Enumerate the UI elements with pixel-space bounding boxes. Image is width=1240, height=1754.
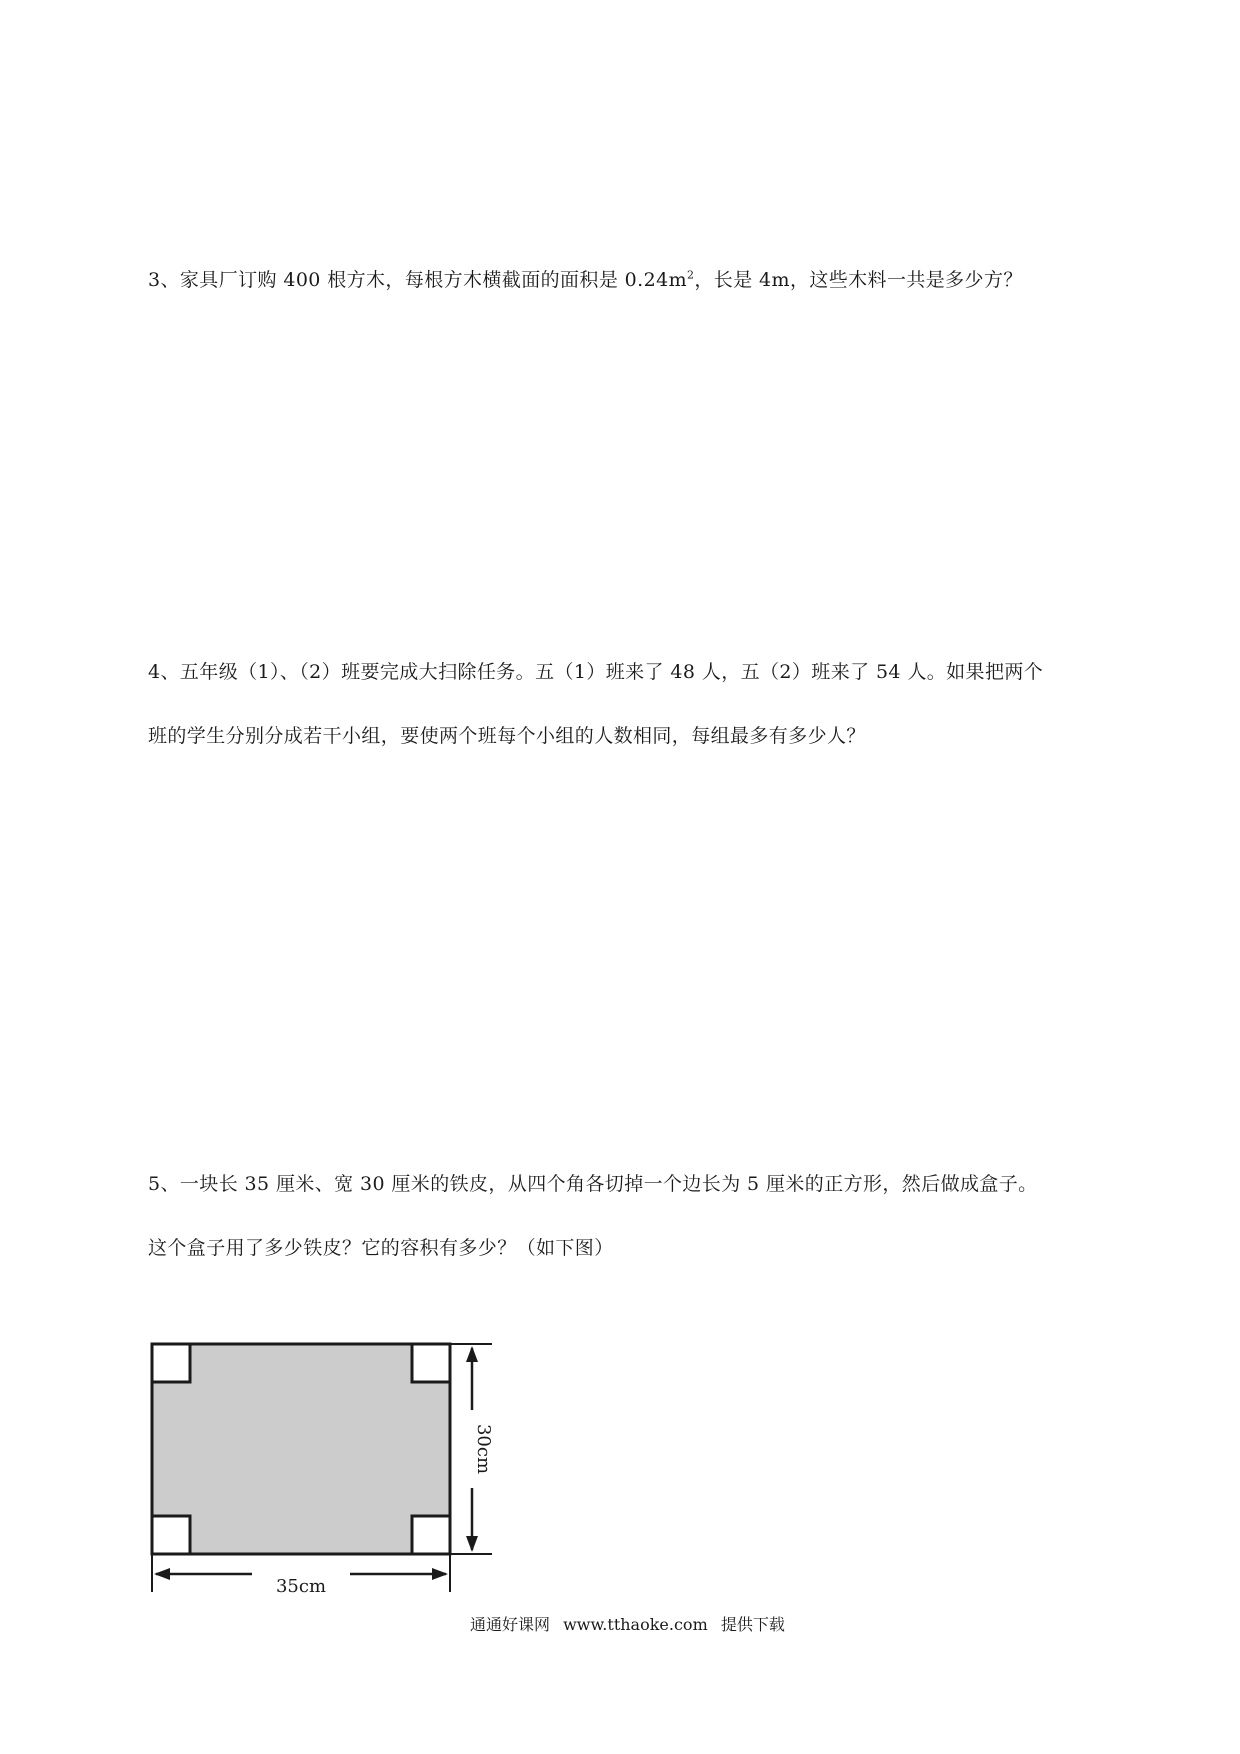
corner-square-bottom-left bbox=[152, 1516, 190, 1554]
question-5-line-2: 这个盒子用了多少铁皮？它的容积有多少？（如下图） bbox=[148, 1237, 614, 1259]
height-arrow-bottom bbox=[466, 1536, 478, 1552]
corner-square-top-left bbox=[152, 1344, 190, 1382]
page-footer bbox=[470, 1614, 793, 1636]
question-4-line-1: 4、五年级（1）、（2）班要完成大扫除任务。五（1）班来了 48 人，五（2）班来了 54 人。如果把两个 bbox=[148, 661, 1044, 683]
iron-sheet-rect bbox=[152, 1344, 450, 1554]
height-arrow-top bbox=[466, 1346, 478, 1362]
corner-square-bottom-right bbox=[412, 1516, 450, 1554]
question-3-text bbox=[148, 266, 1023, 294]
width-arrow-right bbox=[432, 1568, 448, 1580]
footer-site-name: 通通好课网 bbox=[470, 1615, 551, 1634]
question-5-line-1: 5、一块长 35 厘米、宽 30 厘米的铁皮，从四个角各切掉一个边长为 5 厘米的正方形，然后做成盒子。 bbox=[148, 1173, 1038, 1195]
height-label: 30cm bbox=[473, 1423, 494, 1475]
width-label: 35cm bbox=[275, 1576, 327, 1597]
corner-square-top-right bbox=[412, 1344, 450, 1382]
question-3-text-part1: 3、家具厂订购 400 根方木，每根方木横截面的面积是 0.24m bbox=[148, 269, 687, 291]
footer-url: www.tthaoke.com bbox=[563, 1615, 708, 1634]
question-3-text-part2: ，长是 4m，这些木料一共是多少方？ bbox=[694, 269, 1023, 291]
iron-sheet-diagram bbox=[140, 1330, 500, 1600]
iron-sheet-svg bbox=[140, 1330, 500, 1600]
question-4-line-2: 班的学生分别分成若干小组，要使两个班每个小组的人数相同，每组最多有多少人？ bbox=[148, 725, 866, 747]
superscript-2: 2 bbox=[687, 268, 695, 282]
width-arrow-left bbox=[154, 1568, 170, 1580]
footer-tagline: 提供下载 bbox=[720, 1615, 785, 1634]
